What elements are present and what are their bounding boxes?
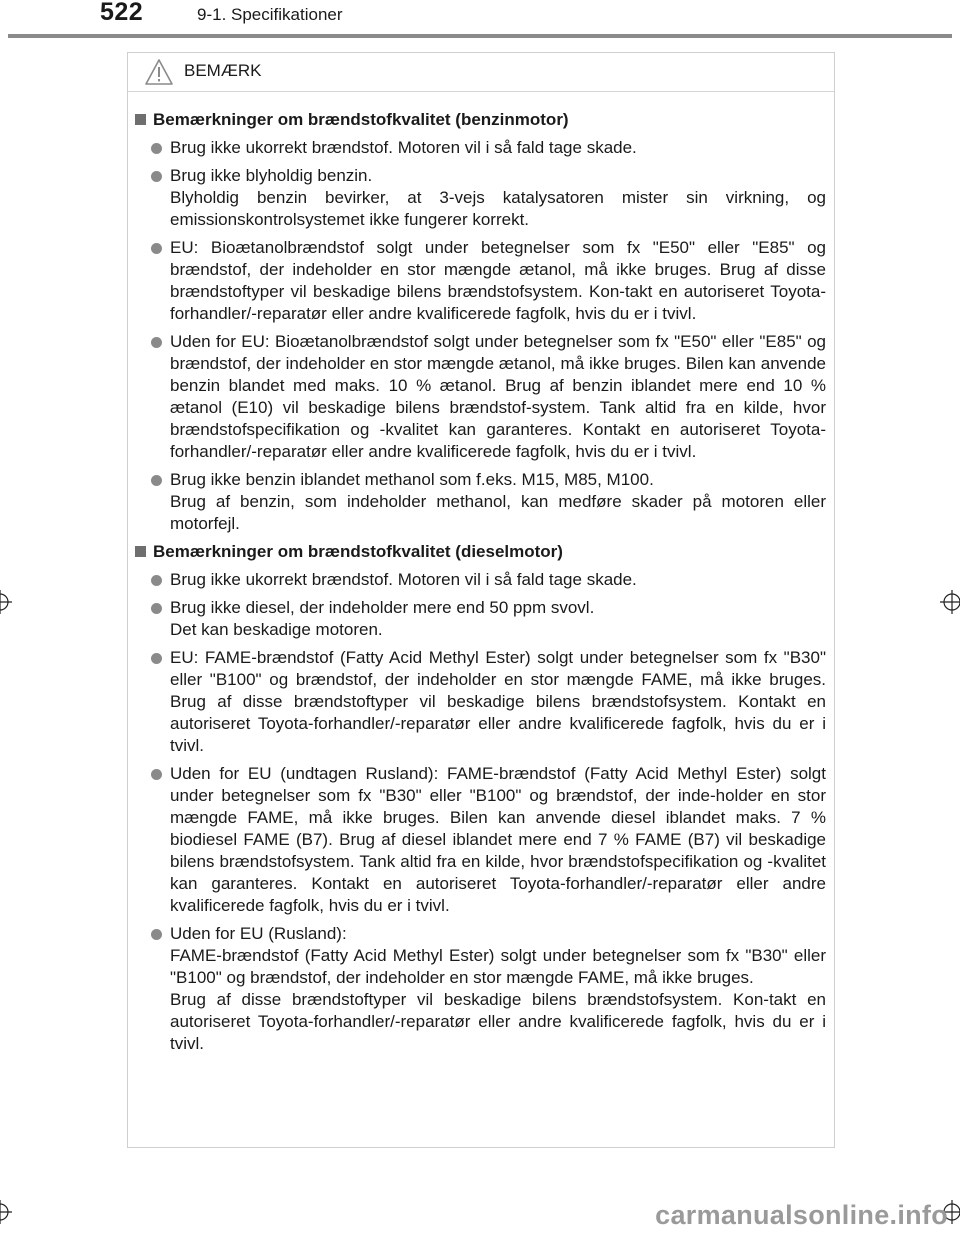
circle-bullet-icon	[151, 929, 162, 940]
section-title: 9-1. Specifikationer	[197, 5, 343, 24]
circle-bullet-icon	[151, 171, 162, 182]
list-item-text: Uden for EU: Bioætanolbrændstof solgt under betegnelser som fx "E50" eller "E85" og brændstof, der indeholder en stor mængde ætanol, må ikke bruges. Bilen kan anvende benzin blandet med maks. 10 % ætanol. Brug af benzin iblandet mere end 10 % ætanol (E10) vil beskadige bilens brændstof-system. Tank altid fra en kilde, hvor brændstofspecifikation og -kvalitet kan garanteres. Kontakt en autoriseret Toyota-forhandler/-reparatør eller andre kvalificerede fagfolk, hvis du er i tvivl.	[170, 332, 826, 461]
list-item	[135, 165, 826, 231]
circle-bullet-icon	[151, 475, 162, 486]
page-header	[0, 0, 960, 40]
square-bullet-icon	[135, 546, 146, 557]
section-heading-text: Bemærkninger om brændstofkvalitet (dieselmotor)	[153, 542, 563, 561]
list-item-text: FAME-brændstof (Fatty Acid Methyl Ester) solgt under betegnelser som fx "B30" eller "B100" og brændstof, der indeholder en stor mængde FAME, må ikke bruges.	[170, 946, 826, 987]
list-item	[135, 237, 826, 325]
list-item-text: Brug ikke ukorrekt brændstof. Motoren vil i så fald tage skade.	[170, 570, 637, 589]
list-item	[135, 137, 826, 159]
crop-mark-bottom-left-icon	[0, 1200, 12, 1224]
circle-bullet-icon	[151, 769, 162, 780]
section-heading	[135, 541, 826, 563]
list-item-text: Blyholdig benzin bevirker, at 3-vejs katalysatoren mister sin virkning, og emissionskontrolsystemet ikke fungerer korrekt.	[170, 188, 826, 229]
list-item	[135, 763, 826, 917]
section-heading	[135, 109, 826, 131]
list-item	[135, 923, 826, 1055]
list-item-text: Brug ikke diesel, der indeholder mere end 50 ppm svovl.	[170, 598, 595, 617]
circle-bullet-icon	[151, 575, 162, 586]
note-header	[128, 53, 834, 92]
circle-bullet-icon	[151, 603, 162, 614]
list-item-text: Uden for EU (Rusland):	[170, 924, 347, 943]
warning-triangle-icon	[144, 58, 174, 86]
circle-bullet-icon	[151, 337, 162, 348]
section-heading-text: Bemærkninger om brændstofkvalitet (benzinmotor)	[153, 110, 569, 129]
note-label: BEMÆRK	[184, 61, 262, 80]
list-item-text: Brug af disse brændstoftyper vil beskadige bilens brændstofsystem. Kon-takt en autoriseret Toyota-forhandler/-reparatør eller andre kvalificerede fagfolk, hvis du er i tvivl.	[170, 990, 826, 1053]
list-item-text: Brug ikke benzin iblandet methanol som f.eks. M15, M85, M100.	[170, 470, 654, 489]
list-item-text: Brug ikke ukorrekt brændstof. Motoren vil i så fald tage skade.	[170, 138, 637, 157]
square-bullet-icon	[135, 114, 146, 125]
list-item	[135, 469, 826, 535]
list-item-text: EU: Bioætanolbrændstof solgt under betegnelser som fx "E50" eller "E85" og brændstof, der indeholder en stor mængde ætanol, må ikke bruges. Brug af disse brændstoftyper vil beskadige bilens brændstofsystem. Kon-takt en autoriseret Toyota-forhandler/-reparatør eller andre kvalificerede fagfolk, hvis du er i tvivl.	[170, 238, 826, 323]
circle-bullet-icon	[151, 143, 162, 154]
list-item-text: Brug ikke blyholdig benzin.	[170, 166, 373, 185]
note-box	[127, 52, 835, 1148]
list-item-text: Det kan beskadige motoren.	[170, 620, 383, 639]
list-item	[135, 331, 826, 463]
list-item	[135, 647, 826, 757]
note-content	[128, 92, 834, 1055]
list-item-text: Uden for EU (undtagen Rusland): FAME-brændstof (Fatty Acid Methyl Ester) solgt under betegnelser som fx "B30" eller "B100" og brændstof, der inde-holder en stor mængde FAME, må ikke bruges. Bilen kan anvende diesel iblandet maks. 7 % biodiesel FAME (B7). Brug af diesel iblandet mere end 7 % FAME (B7) vil beskadige bilens brændstofsystem. Tank altid fra en kilde, hvor brændstofspecifikation og -kvalitet kan garanteres. Kontakt en autoriseret Toyota-forhandler/-reparatør eller andre kvalificerede fagfolk, hvis du er i tvivl.	[170, 764, 826, 915]
header-divider	[8, 34, 952, 38]
crop-mark-right-icon	[940, 590, 960, 614]
watermark: carmanualsonline.info	[655, 1200, 948, 1230]
circle-bullet-icon	[151, 243, 162, 254]
list-item	[135, 597, 826, 641]
circle-bullet-icon	[151, 653, 162, 664]
crop-mark-left-icon	[0, 590, 12, 614]
list-item-text: EU: FAME-brændstof (Fatty Acid Methyl Ester) solgt under betegnelser som fx "B30" eller "B100" og brændstof, der indeholder en stor mængde FAME, må ikke bruges. Brug af disse brændstoftyper vil beskadige bilens brændstofsystem. Kontakt en autoriseret Toyota-forhandler/-reparatør eller andre kvalificerede fagfolk, hvis du er i tvivl.	[170, 648, 826, 755]
page-number: 522	[100, 0, 144, 26]
list-item-text: Brug af benzin, som indeholder methanol, kan medføre skader på motoren eller motorfejl.	[170, 492, 826, 533]
list-item	[135, 569, 826, 591]
